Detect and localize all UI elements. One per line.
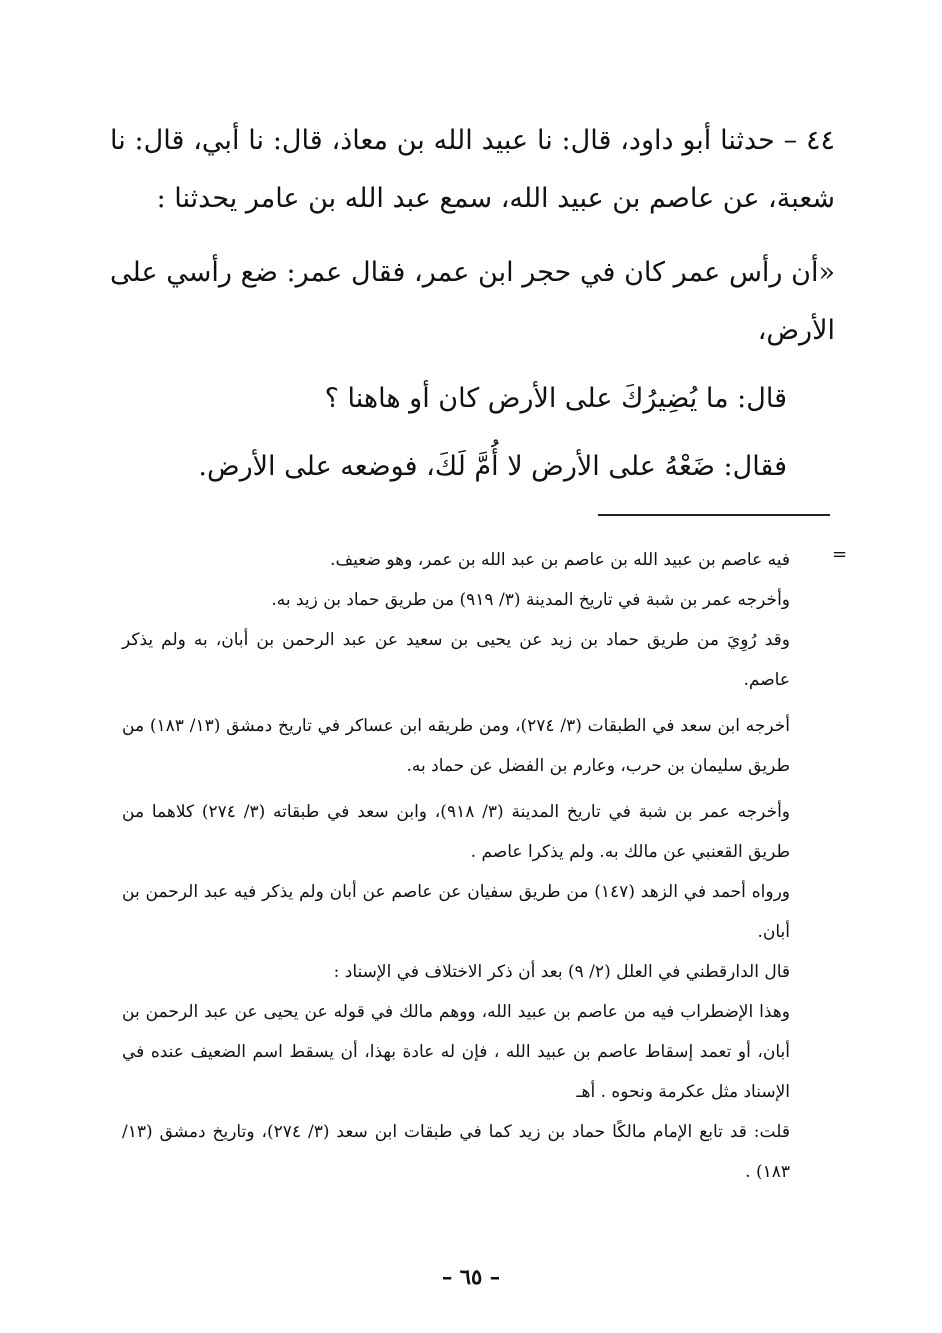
footnote-line: وقد رُوِيَ من طريق حماد بن زيد عن يحيى بن سعيد عن عبد الرحمن بن أبان، به ولم يذكر عاصم.: [122, 630, 790, 690]
hadith-isnad: ٤٤ – حدثنا أبو داود، قال: نا عبيد الله بن معاذ، قال: نا أبي، قال: نا شعبة، عن عاصم بن عبيد الله، سمع عبد الله بن عامر يحدثنا :: [110, 125, 835, 214]
footnote-separator: [598, 514, 830, 516]
footnote-line: وأخرجه عمر بن شبة في تاريخ المدينة (٣/ ٩١٩) من طريق حماد بن زيد به.: [271, 590, 790, 610]
hadith-answer: فقال: ضَعْهُ على الأرض لا أُمَّ لَكَ، فوضعه على الأرض.: [198, 451, 787, 482]
footnotes: [122, 540, 790, 1192]
footnote-line: وأخرجه عمر بن شبة في تاريخ المدينة (٣/ ٩١٨)، وابن سعد في طبقاته (٣/ ٢٧٤) كلاهما من طريق القعنبي عن مالك به. ولم يذكرا عاصم .: [122, 802, 791, 862]
page-number: – ٦٥ –: [441, 1264, 501, 1289]
hadith-question: قال: ما يُضِيرُكَ على الأرض كان أو هاهنا ؟: [324, 383, 787, 414]
footnote-line: قلت: قد تابع الإمام مالكًا حماد بن زيد كما في طبقات ابن سعد (٣/ ٢٧٤)، وتاريخ دمشق (١٣/ ١٨٣) .: [122, 1122, 790, 1182]
footnote-line: وهذا الإضطراب فيه من عاصم بن عبيد الله، ووهم مالك في قوله عن يحيى عن عبد الرحمن بن أبان، أو تعمد إسقاط عاصم بن عبيد الله ، فإن له عادة بهذا، أن يسقط اسم الضعيف عنده في الإسناد مثل عكرمة ونحوه . أهـ: [122, 1002, 790, 1102]
footnote-line: قال الدارقطني في العلل (٢/ ٩) بعد أن ذكر الاختلاف في الإسناد :: [333, 962, 790, 982]
footnote-line: فيه عاصم بن عبيد الله بن عاصم بن عبد الله بن عمر، وهو ضعيف.: [330, 550, 790, 570]
hadith-matn: «أن رأس عمر كان في حجر ابن عمر، فقال عمر: ضع رأسي على الأرض،: [110, 257, 835, 346]
footnote-continuation-mark: =: [832, 544, 848, 565]
footnote-line: ورواه أحمد في الزهد (١٤٧) من طريق سفيان عن عاصم عن أبان ولم يذكر فيه عبد الرحمن بن أبان.: [122, 882, 790, 942]
footnote-line: أخرجه ابن سعد في الطبقات (٣/ ٢٧٤)، ومن طريقه ابن عساكر في تاريخ دمشق (١٣/ ١٨٣) من طريق سليمان بن حرب، وعارم بن الفضل عن حماد به.: [122, 716, 790, 776]
